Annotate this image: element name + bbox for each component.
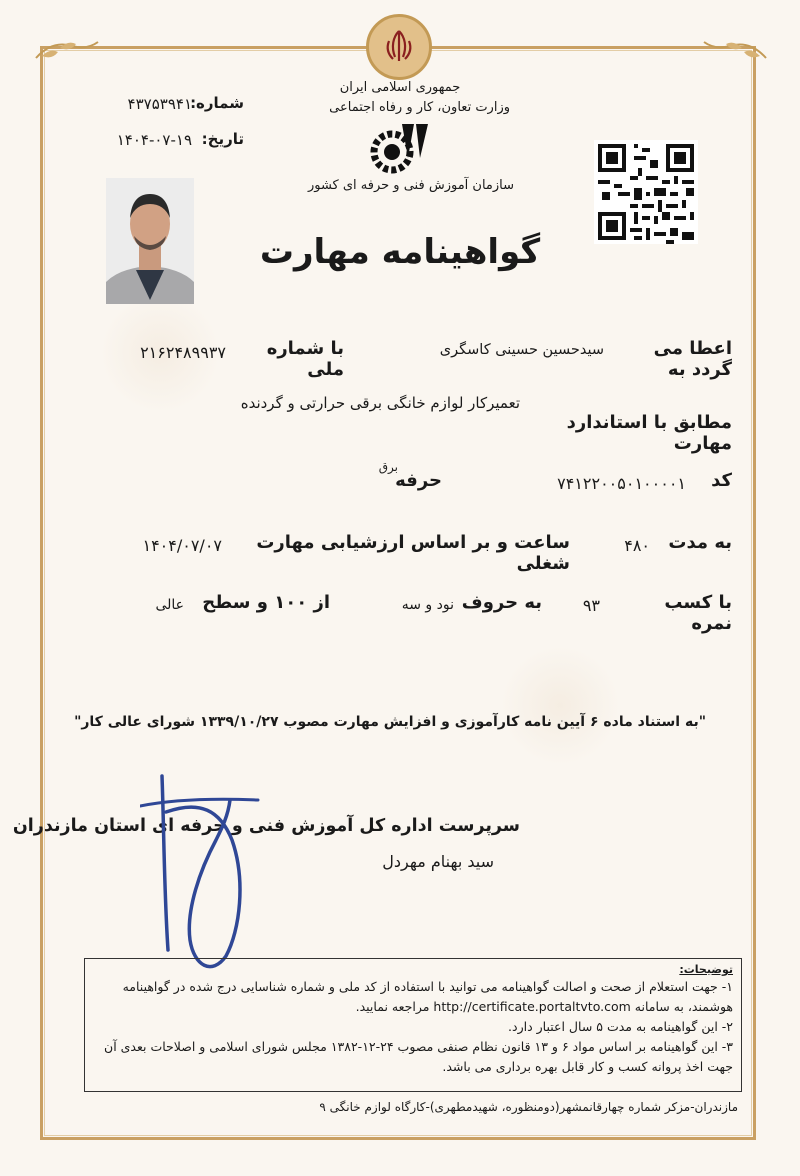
number-label: شماره: <box>190 94 244 112</box>
corner-ornament-left-icon <box>32 38 102 64</box>
number-value: ۴۳۷۵۳۹۴۱ <box>127 95 192 113</box>
page-title: گواهینامه مهارت <box>259 232 541 272</box>
qr-code-icon <box>594 140 698 244</box>
code-label: کد <box>711 470 732 491</box>
profession-label: حرفه <box>395 470 442 491</box>
organization-name: سازمان آموزش فنی و حرفه ای کشور <box>307 178 514 193</box>
signatory-title: سرپرست اداره کل آموزش فنی و حرفه ای استان مازندران <box>12 816 520 836</box>
level-value: عالی <box>155 597 184 613</box>
exam-date: ۱۴۰۴/۰۷/۰۷ <box>142 536 222 555</box>
signature-icon <box>140 770 270 980</box>
score-words: نود و سه <box>401 597 454 613</box>
duration-label: به مدت <box>668 532 732 553</box>
iran-emblem-icon <box>366 14 432 80</box>
score-value: ۹۳ <box>582 596 600 615</box>
corner-ornament-right-icon <box>700 38 770 64</box>
legal-basis: "به استناد ماده ۶ آیین نامه کارآموزی و افزایش مهارت مصوب ۱۳۳۹/۱۰/۲۷ شورای عالی کار" <box>74 714 706 730</box>
duration-value: ۴۸۰ <box>624 536 650 555</box>
level-label: از ۱۰۰ و سطح <box>202 592 330 613</box>
notes-item-2: ۲- این گواهینامه به مدت ۵ سال اعتبار دارد. <box>508 1019 733 1034</box>
holder-name: سیدحسین حسینی کاسگری <box>439 342 604 358</box>
code-value: ۷۴۱۲۲۰۰۵۰۱۰۰۰۰۱ <box>557 474 686 493</box>
signatory-name: سید بهنام مهردل <box>382 852 494 871</box>
notes-item-1: ۱- جهت استعلام از صحت و اصالت گواهینامه می توانید با استفاده از کد ملی و شماره شناسایی درج شده در گواهینامه هوشمند، به سامانه http://certificate.portaltvto.com مراجعه نمایید. <box>122 979 733 1014</box>
notes-heading: توضیحات: <box>679 963 733 976</box>
date-value: ۱۴۰۴-۰۷-۱۹ <box>116 131 192 149</box>
assessment-label: ساعت و بر اساس ارزشیابی مهارت شغلی <box>256 532 570 574</box>
notes-box <box>84 958 742 1092</box>
national-id-label: با شماره ملی <box>266 338 344 380</box>
score-label: با کسب نمره <box>664 592 732 634</box>
ministry-name: وزارت تعاون، کار و رفاه اجتماعی <box>329 100 510 115</box>
date-label: تاریخ: <box>201 130 244 148</box>
standard-label: مطابق با استاندارد مهارت <box>566 412 732 454</box>
national-id-value: ۲۱۶۲۴۸۹۹۳۷ <box>140 343 226 362</box>
score-words-label: به حروف <box>461 592 542 613</box>
granted-label: اعطا می گردد به <box>653 338 732 380</box>
country-name: جمهوری اسلامی ایران <box>339 80 461 95</box>
footer-note: مازندران-مزکر شماره چهارقانمشهر(دومنظوره، شهیدمطهری)-کارگاه لوازم خانگی ۹ <box>319 1100 738 1114</box>
profession-value: برق <box>378 460 398 474</box>
notes-item-3: ۳- این گواهینامه بر اساس مواد ۶ و ۱۳ قانون نظام صنفی مصوب ۲۴-۱۲-۱۳۸۲ مجلس شورای اسلامی و اصلاحات بعدی آن جهت اخذ پروانه کسب و کار قابل بهره برداری می باشد. <box>104 1039 733 1074</box>
tvto-logo-icon <box>362 118 436 174</box>
standard-name: تعمیرکار لوازم خانگی برقی حرارتی و گردنده <box>240 394 520 412</box>
holder-photo <box>106 178 194 304</box>
